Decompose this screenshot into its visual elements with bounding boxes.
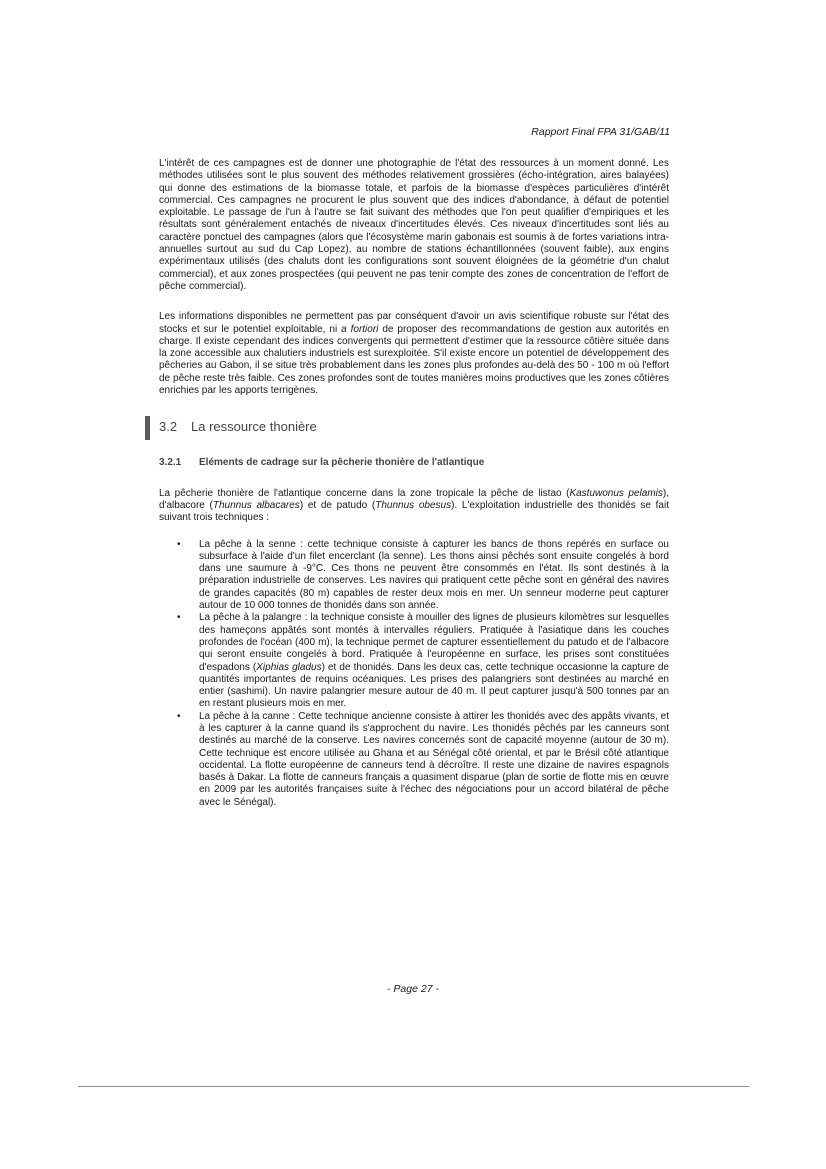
species-name: Thunnus obesus	[375, 499, 452, 511]
italic-term: a fortiori	[341, 323, 379, 335]
subsection-number: 3.2.1	[159, 457, 182, 469]
page-number: - Page 27 -	[387, 983, 439, 995]
paragraph-campaigns: L'intérêt de ces campagnes est de donner une photographie de l'état des ressources à un moment donné. Les méthodes utilisées sont le plus souvent des méthodes relativement grossières (écho-intégration, aires balayées) qui donne des estimations de la biomasse totale, et parfois de la biomasse d'espèces particulières d'intérêt commercial. Ces campagnes ne procurent le plus souvent que des indices d'abondance, à défaut de potentiel exploitable. Le passage de l'un à l'autre se fait suivant des méthodes que l'on peut qualifier d'empiriques et les résultats sont généralement entachés de niveaux d'incertitudes élevés. Ces niveaux d'incertitudes sont liés au caractère ponctuel des campagnes (alors que l'écosystème marin gabonais est soumis à de fortes variations intra-annuelles surtout au sud du Cap Lopez), au nombre de stations échantillonnées (souvent faible), aux engins expérimentaux utilisés (des chaluts dont les configurations sont souvent éloignées de la géométrie d'un chalut commercial), et aux zones prospectées (qui peuvent ne pas tenir compte des zones de concentration de l'effort de pêche commercial).	[159, 158, 669, 292]
paragraph-information	[159, 311, 669, 397]
section-number: 3.2	[159, 419, 178, 435]
list-item-senne	[177, 538, 669, 613]
species-name: Kastuwonus pelamis	[569, 487, 663, 499]
list-item-canne	[177, 710, 669, 809]
techniques-list	[159, 539, 669, 810]
list-item-text: ) et de thonidés. Dans les deux cas, cette technique occasionne la capture de quantités importantes de requins océaniques. Les prises des palangriers sont destinées au marché en entier (sashimi). Un navire palangrier mesure autour de 40 m. Il peut capturer jusqu'à 500 tonnes par an en restant plusieurs mois en mer.	[199, 661, 669, 710]
section-marker-bar	[145, 416, 150, 440]
paragraph-text: de proposer des recommandations de gestion aux autorités en charge. Il existe cependant des indices convergents qui permettent d'estimer que la ressource côtière située dans la zone accessible aux chalutiers industriels est surexploitée. S'il existe encore un potentiel de développement des pêcheries au Gabon, il se situe très probablement dans les zones plus profondes au-delà des 50 - 100 m où l'effort de pêche reste très faible. Ces zones profondes sont de toutes manières moins productives que les zones côtières enrichies par les apports terrigènes.	[159, 323, 670, 397]
section-title	[159, 421, 317, 433]
species-name: Xiphias gladus	[256, 661, 322, 673]
paragraph-text: ) et de patudo (	[299, 499, 376, 511]
subsection-heading	[159, 457, 669, 469]
species-name: Thunnus albacares	[212, 499, 300, 511]
paragraph-text: ). L'exploitation industrielle des thonidés se fait suivant trois techniques :	[159, 499, 669, 524]
list-item-text: La pêche à la canne : Cette technique ancienne consiste à attirer les thonidés avec des appâts vivants, et à les capturer à la canne quand ils s'approchent du navire. Les thonidés pêchés par les canneurs sont destinés au marché de la conserve. Les navires concernés sont de capacité moyenne (autour de 30 m). Cette technique est encore utilisée au Ghana et au Sénégal côté oriental, et par le Brésil côté atlantique occidental. La flotte européenne de canneurs tend à décroître. Il reste une dizaine de navires espagnols basés à Dakar. La flotte de canneurs français a quasiment disparue (plan de sortie de flotte mis en œuvre en 2009 par les autorités françaises suite à l'échec des négociations pour un accord bilatéral de pêche avec le Sénégal).	[199, 710, 669, 808]
paragraph-text: La pêcherie thonière de l'atlantique concerne dans la zone tropicale la pêche de listao (	[159, 487, 570, 499]
bullet-point: •	[177, 538, 181, 550]
list-item-text: La pêche à la senne : cette technique consiste à capturer les bancs de thons repérés en surface ou subsurface à l'aide d'un filet encerclant (la senne). Les thons ainsi pêchés sont ensuite congelés à bord dans une saumure à -9°C. Ces thons ne peuvent être consommés en l'état. Ils sont destinés à la préparation industrielle de conserves. Les navires qui pratiquent cette pêche sont en général des navires de grandes capacités (80 m) capables de rester deux mois en mer. Un senneur moderne peut capturer autour de 10 000 tonnes de thonidés dans son année.	[199, 538, 669, 612]
section-heading	[159, 413, 669, 443]
bullet-point: •	[177, 612, 181, 624]
subsection-title-text: Eléments de cadrage sur la pêcherie thonière de l'atlantique	[199, 457, 485, 469]
list-item-palangre	[177, 612, 669, 710]
running-header: Rapport Final FPA 31/GAB/11	[531, 126, 670, 138]
bullet-point: •	[177, 710, 181, 722]
paragraph-text: ), d'albacore (	[159, 487, 670, 511]
section-title-text: La ressource thonière	[191, 419, 317, 435]
footer-divider	[78, 1086, 749, 1087]
paragraph-intro	[159, 488, 669, 525]
page-content	[159, 158, 669, 809]
list-item-text: La pêche à la palangre : la technique consiste à mouiller des lignes de plusieurs kilomètres sur lesquelles des hameçons appâtés sont montés à intervalles réguliers. Pratiquée à l'asiatique dans les couches profondes de l'océan (400 m), la technique permet de capturer essentiellement du patudo et de l'albacore qui seront ensuite congelés à bord. Pratiquée à l'européenne en surface, les prises sont constituées d'espadons (	[199, 612, 669, 673]
paragraph-text: Les informations disponibles ne permettent pas par conséquent d'avoir un avis scientifique robuste sur l'état des stocks et sur le potentiel exploitable, ni	[159, 311, 669, 335]
